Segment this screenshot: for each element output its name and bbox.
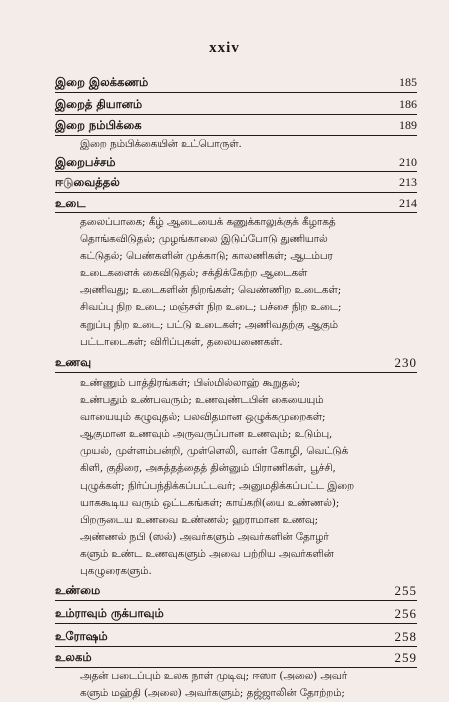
- description-line: உடைகளைக் கைவிடுதல்; சக்திக்கேற்ற ஆடைகள்: [80, 267, 308, 280]
- entry-page-number: 210: [399, 155, 417, 169]
- divider: [55, 114, 417, 115]
- entry-description: இறை நம்பிக்கையின் உட்பொருள்.: [80, 138, 242, 150]
- entry-heading: உண்மை: [55, 583, 101, 597]
- divider: [55, 212, 417, 213]
- divider: [55, 135, 417, 136]
- entry-page-number: 230: [394, 355, 417, 370]
- description-line: தலைப்பாகை; கீழ் ஆடையைக் கணுக்காலுக்குக் கீழாகத்: [80, 216, 336, 228]
- entry-heading: உடை: [55, 196, 86, 210]
- description-line: களும் மஹ்தி (அலை) அவர்களும்; தஜ்ஜாலின் தோற்றம்;: [80, 687, 345, 700]
- description-line: அதன் படைப்பும் உலக நாள் முடிவு; ஈஸா (அலை) அவர்: [80, 670, 348, 682]
- entry-page-number: 213: [399, 175, 417, 189]
- entry-heading: உணவு: [55, 355, 92, 369]
- description-line: களும் உண்ட உணவுகளும் அவை பற்றிய அவர்களின்: [80, 547, 334, 560]
- description-line: உண்பதும் உண்பவரும்; உணவுண்டபின் கையையும்: [80, 394, 324, 407]
- divider: [55, 372, 417, 373]
- description-line: முயல், முள்ளம்பன்றி, முள்ளெலி, வான் கோழி, வெட்டுக்: [80, 445, 349, 458]
- entry-heading: ஈடுவைத்தல்: [55, 175, 120, 189]
- entry-page-number: 255: [394, 583, 417, 598]
- index-entry: [55, 196, 417, 216]
- entry-heading: உம்ராவும் ருக்பாவும்: [55, 606, 164, 620]
- entry-page-number: 214: [399, 196, 417, 210]
- description-line: யாககூடிய வரும் ஒட்டகங்கள்; காய்கறி(யை உண்ணல்);: [80, 496, 340, 509]
- index-entry: [55, 155, 417, 175]
- description-line: புகழுரைகளும்.: [80, 565, 152, 578]
- entry-page-number: 259: [394, 650, 417, 665]
- entry-heading: உரோஷம்: [55, 629, 108, 643]
- entry-heading: இறைபச்சம்: [55, 155, 116, 169]
- description-line: புழுக்கள்; நிர்ப்பந்திக்கப்பட்டவர்; அனுமதிக்கப்பட்ட இறை: [80, 479, 355, 492]
- description-line: கிளி, குதிரை, அசுத்தத்தைத் தின்னும் பிராணிகள், பூச்சி,: [80, 462, 336, 475]
- entry-heading: உலகம்: [55, 650, 92, 664]
- entry-page-number: 256: [394, 606, 417, 621]
- divider: [55, 646, 417, 647]
- description-line: கறுப்பு நிற உடை; பட்டு உடைகள்; அணிவதற்கு ஆகும்: [80, 318, 338, 331]
- entry-heading: இறை நம்பிக்கை: [55, 118, 142, 132]
- entry-page-number: 258: [394, 629, 417, 644]
- entry-description: [80, 668, 418, 702]
- divider: [55, 623, 417, 624]
- description-line: அண்ணல் நபி (ஸல்) அவர்களும் அவர்களின் தோழர்: [80, 530, 329, 543]
- description-line: பட்டாடைகள்; விரிப்புகள், தலையணைகள்.: [80, 335, 283, 348]
- entry-page-number: 185: [399, 75, 417, 89]
- entry-description: [80, 375, 418, 580]
- description-line: பிறருடைய உணவை உண்ணல்; ஹராமான உணவு;: [80, 513, 319, 526]
- entry-description: [80, 214, 418, 351]
- description-line: ஆகுமான உணவும் அருவருப்பான உணவும்; உடும்பு,: [80, 428, 333, 441]
- description-line: சிவப்பு நிற உடை; மஞ்சள் நிற உடை; பச்சை நிற உடை;: [80, 301, 342, 314]
- divider: [55, 192, 417, 193]
- entry-page-number: 186: [399, 97, 417, 111]
- divider: [55, 171, 417, 172]
- description-line: உண்ணும் பாத்திரங்கள்; பிஸ்மில்லாஹ் கூறுதல்;: [80, 377, 301, 389]
- entry-heading: இறைத் தியானம்: [55, 97, 143, 111]
- description-line: வாயையும் கழுவுதல்; பலவிதமான ஒழுக்கமுறைகள்;: [80, 411, 326, 424]
- description-line: கட்டுதல்; பெண்களின் முக்காடு; காலணிகள்; ஆடம்பர: [80, 250, 333, 263]
- description-line: தொங்கவிடுதல்; முழங்காலை இடுப்போடு துணியால்: [80, 233, 328, 246]
- description-line: அணிவது; உடைகளின் நிறங்கள்; வெண்ணிற உடைகள்;: [80, 284, 342, 297]
- entry-heading: இறை இலக்கணம்: [55, 75, 149, 89]
- divider: [55, 92, 417, 93]
- divider: [55, 600, 417, 601]
- page-number: xxiv: [209, 40, 240, 56]
- entry-page-number: 189: [399, 118, 417, 132]
